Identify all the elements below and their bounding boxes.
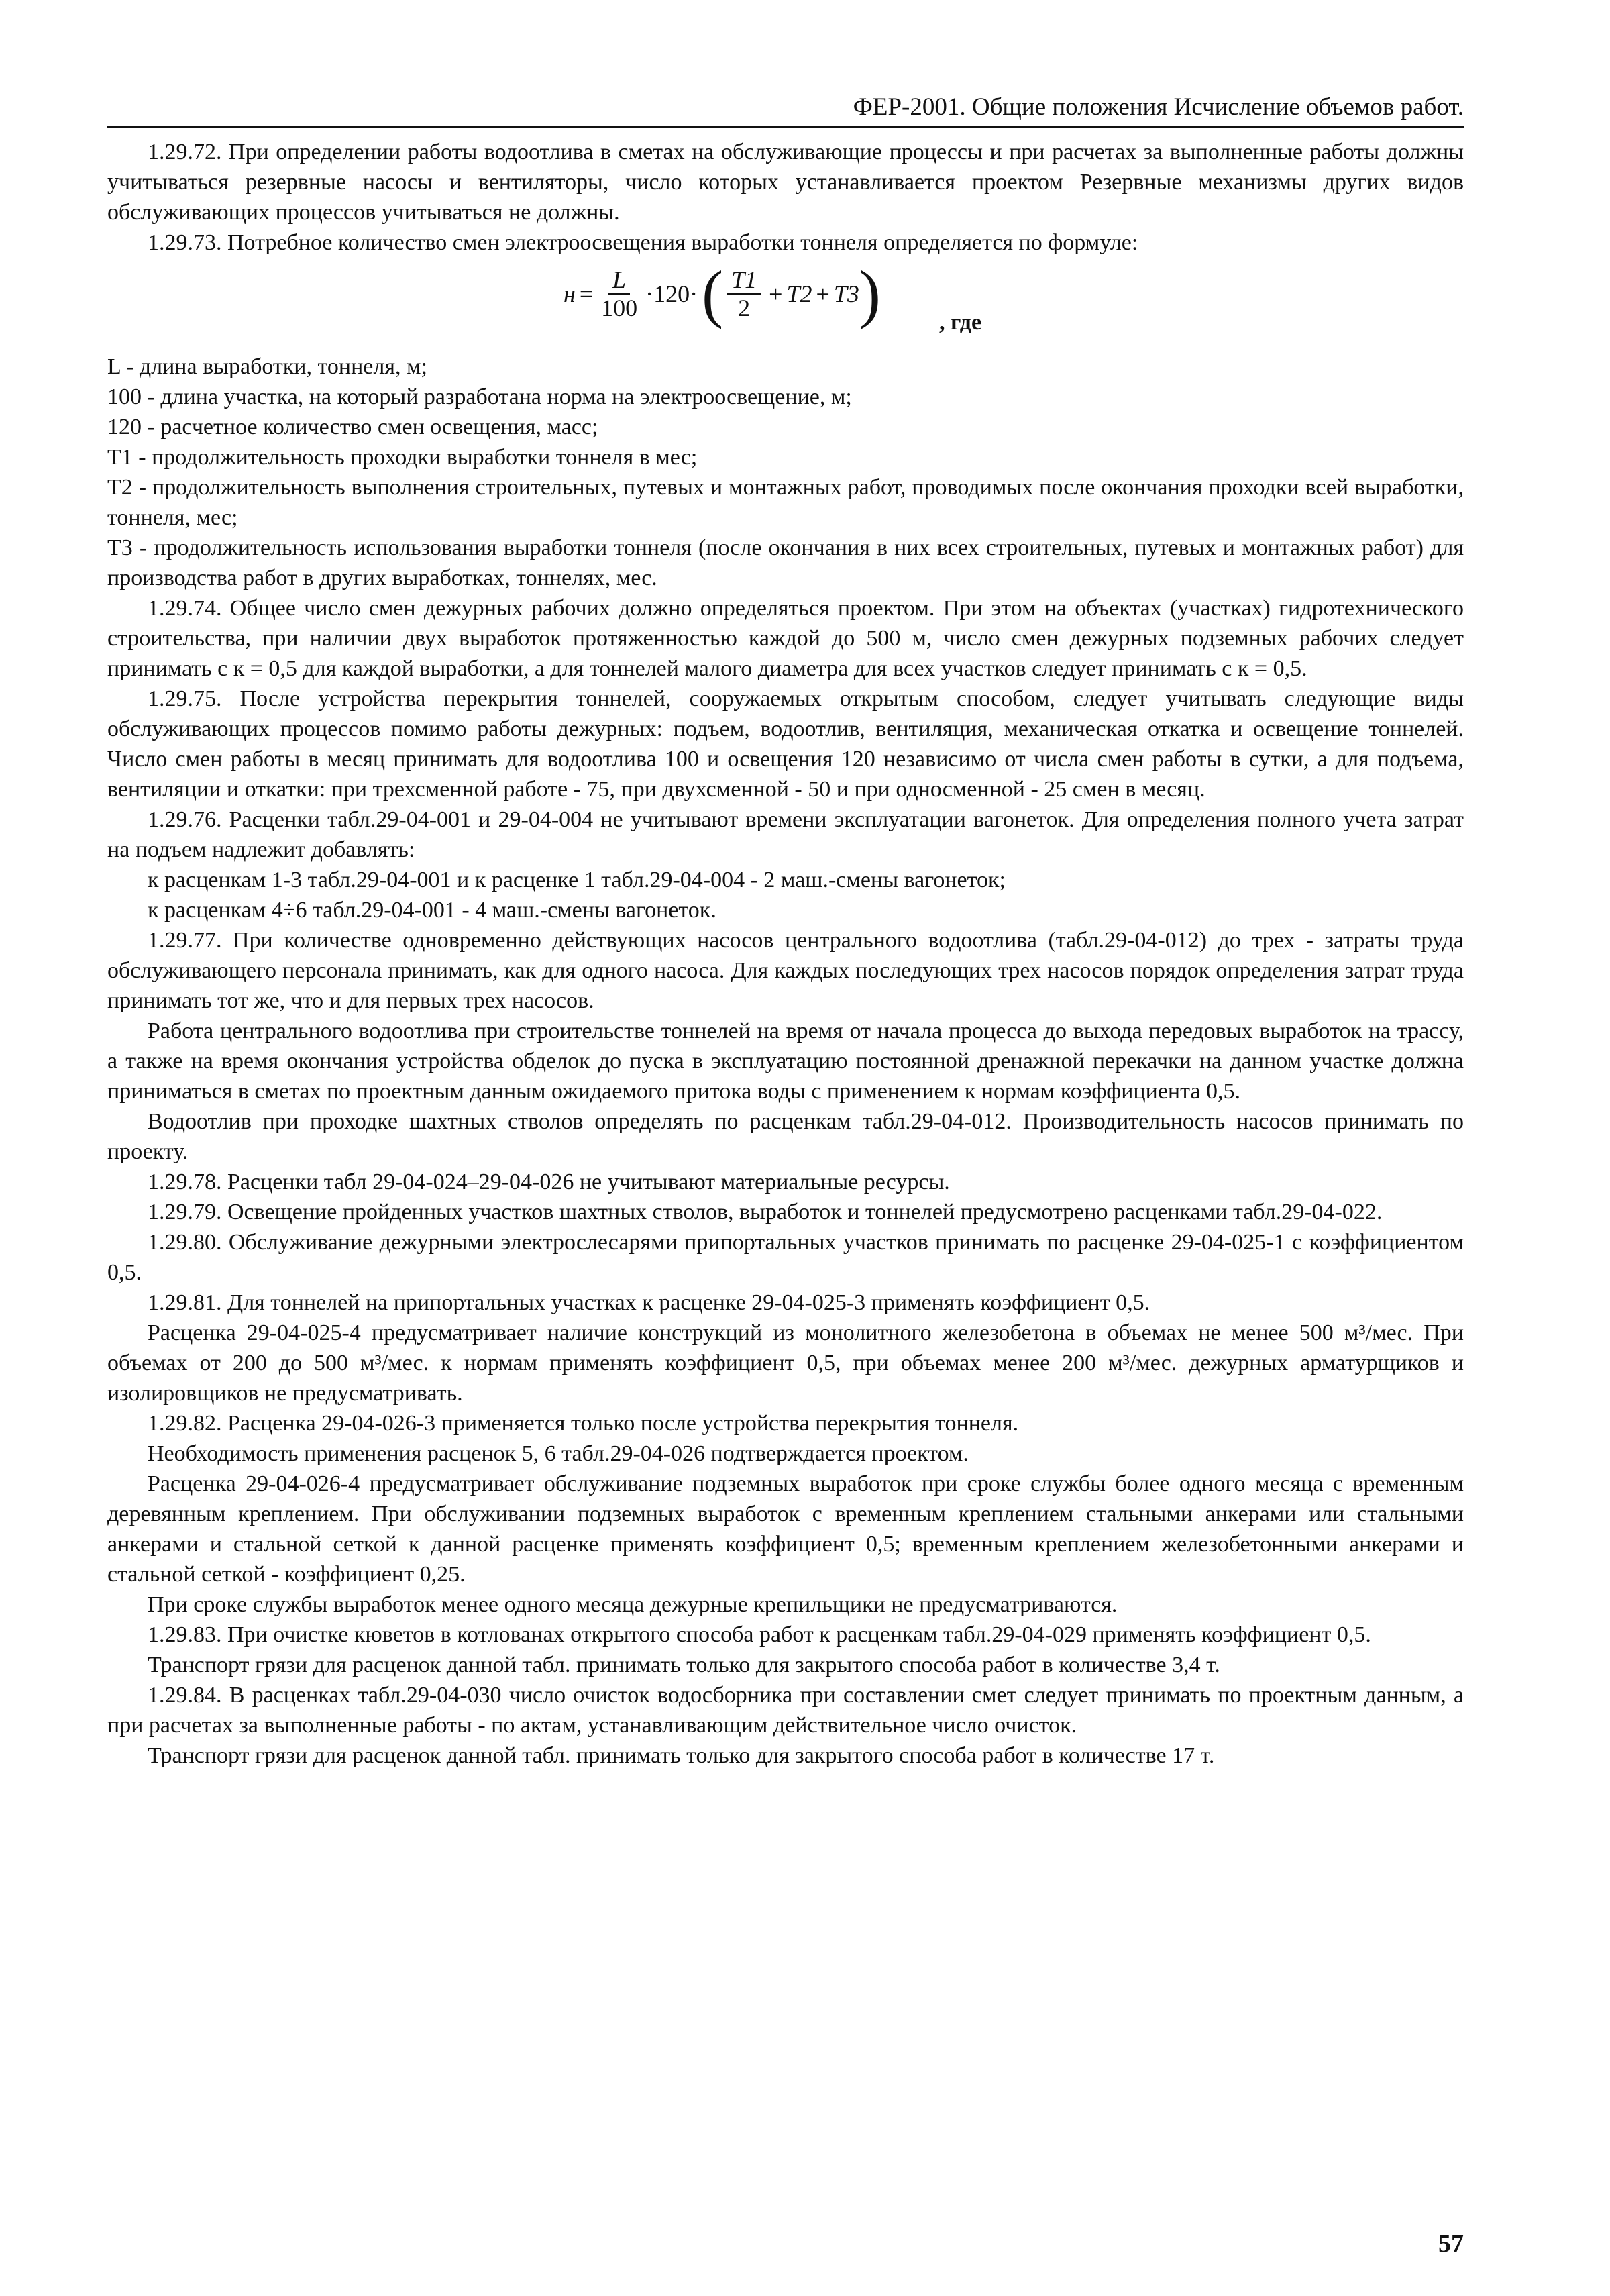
paragraph-1-29-79: 1.29.79. Освещение пройденных участков шахтных стволов, выработок и тоннелей предусмотрено расценками табл.29-04-022. (148, 1200, 1383, 1224)
paragraph: Расценка 29-04-025-4 предусматривает наличие конструкций из монолитного железобетона в объемах не менее 500 м³/мес. При объемах от 200 до 500 м³/мес. к нормам применять коэффициент 0,5, при объемах менее 200 м³/мес. дежурных арматурщиков и изолировщиков не предусматривать. (107, 1320, 1464, 1406)
paragraph-1-29-82: 1.29.82. Расценка 29-04-026-3 применяется только после устройства перекрытия тоннеля. (148, 1411, 1019, 1436)
paragraph: При сроке службы выработок менее одного месяца дежурные крепильщики не предусматриваются. (148, 1592, 1118, 1617)
paragraph-1-29-83: 1.29.83. При очистке кюветов в котлованах открытого способа работ к расценкам табл.29-04-029 применять коэффициент 0,5. (148, 1622, 1371, 1647)
formula-plus: + (816, 280, 830, 307)
fraction-numerator: L (608, 266, 630, 295)
definition-t1: T1 - продолжительность проходки выработки тоннеля в мес; (107, 445, 698, 470)
paragraph: Транспорт грязи для расценок данной табл. принимать только для закрытого способа работ в количестве 3,4 т. (148, 1653, 1220, 1677)
paragraph-1-29-77: 1.29.77. При количестве одновременно действующих насосов центрального водоотлива (табл.29-04-012) до трех - затраты труда обслуживающего персонала принимать, как для одного насоса. Для каждых последующих трех насосов порядок определения затрат труда принимать тот же, что и для первых трех насосов. (107, 928, 1464, 1013)
definition-l: L - длина выработки, тоннеля, м; (107, 354, 427, 379)
paragraph: Работа центрального водоотлива при строительстве тоннелей на время от начала процесса до выхода передовых выработок на трассу, а также на время окончания устройства обделок до пуска в эксплуатацию постоянной дренажной перекачки на данном участке должна приниматься в сметах по проектным данным ожидаемого притока воды с применением к нормам коэффициента 0,5. (107, 1019, 1464, 1104)
formula-multiplier: ·120· (645, 280, 698, 307)
formula-block (107, 258, 1464, 352)
formula-plus: + (769, 280, 783, 307)
definition-120: 120 - расчетное количество смен освещения, масс; (107, 415, 598, 439)
formula-lhs: н (564, 280, 576, 307)
left-paren-glyph: ( (702, 258, 724, 329)
paragraph-1-29-78: 1.29.78. Расценки табл 29-04-024–29-04-026 не учитывают материальные ресурсы. (148, 1169, 950, 1194)
definition-t2: T2 - продолжительность выполнения строительных, путевых и монтажных работ, проводимых после окончания проходки всей выработки, тоннеля, мес; (107, 475, 1464, 530)
formula-t3: T3 (833, 280, 859, 307)
fraction-numerator: T1 (727, 266, 761, 295)
paragraph: Водоотлив при проходке шахтных стволов определять по расценкам табл.29-04-012. Производительность насосов принимать по проекту. (107, 1109, 1464, 1164)
paragraph-1-29-74: 1.29.74. Общее число смен дежурных рабочих должно определяться проектом. При этом на объектах (участках) гидротехнического строительства, при наличии двух выработок протяженностью каждой до 500 м, число смен дежурных подземных рабочих следует принимать с к = 0,5 для каждой выработки, а для тоннелей малого диаметра для всех участков следует принимать с к = 0,5. (107, 596, 1464, 681)
paragraph: Транспорт грязи для расценок данной табл. принимать только для закрытого способа работ в количестве 17 т. (148, 1743, 1215, 1768)
definition-100: 100 - длина участка, на который разработана норма на электроосвещение, м; (107, 384, 852, 409)
paragraph-1-29-76: 1.29.76. Расценки табл.29-04-001 и 29-04-004 не учитывают времени эксплуатации вагонеток. Для определения полного учета затрат на подъем надлежит добавлять: (107, 807, 1464, 862)
right-paren-glyph: ) (859, 258, 881, 329)
formula-where: , где (939, 310, 982, 335)
formula-fraction-l (601, 266, 637, 321)
lighting-shifts-formula (564, 258, 881, 329)
paragraph-1-29-84: 1.29.84. В расценках табл.29-04-030 число очисток водосборника при составлении смет следует принимать по проектным данным, а при расчетах за выполненные работы - по актам, устанавливающим действительное число очисток. (107, 1683, 1464, 1738)
list-item: к расценкам 1-3 табл.29-04-001 и к расценке 1 табл.29-04-004 - 2 маш.-смены вагонеток; (148, 868, 1006, 892)
fraction-denominator: 100 (601, 295, 638, 321)
page-number: 57 (1438, 2230, 1464, 2258)
paragraph-1-29-81: 1.29.81. Для тоннелей на припортальных участках к расценке 29-04-025-3 применять коэффициент 0,5. (148, 1290, 1150, 1315)
paragraph: Расценка 29-04-026-4 предусматривает обслуживание подземных выработок при сроке службы более одного месяца с временным деревянным креплением. При обслуживании подземных выработок с временным креплением стальными анкерами или стальными анкерами и стальной сеткой к данной расценке применять коэффициент 0,5; временным креплением железобетонными анкерами и стальной сеткой - коэффициент 0,25. (107, 1471, 1464, 1587)
list-item: к расценкам 4÷6 табл.29-04-001 - 4 маш.-смены вагонеток. (148, 898, 716, 923)
formula-equals: = (579, 280, 594, 307)
paragraph: Необходимость применения расценок 5, 6 табл.29-04-026 подтверждается проектом. (148, 1441, 969, 1466)
paragraph-1-29-80: 1.29.80. Обслуживание дежурными электрослесарями припортальных участков принимать по расценке 29-04-025-1 с коэффициентом 0,5. (107, 1230, 1464, 1285)
running-header: ФЕР-2001. Общие положения Исчисление объемов работ. (107, 93, 1464, 128)
paragraph-1-29-75: 1.29.75. После устройства перекрытия тоннелей, сооружаемых открытым способом, следует учитывать следующие виды обслуживающих процессов помимо работы дежурных: подъем, водоотлив, вентиляция, механическая откатка и освещение тоннелей. Число смен работы в месяц принимать для водоотлива 100 и освещения 120 независимо от числа смен работы в сутки, а для подъема, вентиляции и откатки: при трехсменной работе - 75, при двухсменной - 50 и при односменной - 25 смен в месяц. (107, 686, 1464, 802)
formula-t2: T2 (786, 280, 812, 307)
formula-fraction-t1 (727, 266, 761, 321)
definition-t3: T3 - продолжительность использования выработки тоннеля (после окончания в них всех строительных, путевых и монтажных работ) для производства работ в других выработках, тоннелях, мес. (107, 535, 1464, 590)
paragraph-1-29-73: 1.29.73. Потребное количество смен электроосвещения выработки тоннеля определяется по формуле: (148, 230, 1138, 255)
document-body (107, 137, 1464, 1771)
fraction-denominator: 2 (738, 295, 751, 321)
paragraph-1-29-72: 1.29.72. При определении работы водоотлива в сметах на обслуживающие процессы и при расчетах за выполненные работы должны учитываться резервные насосы и вентиляторы, число которых устанавливается проектом Резервные механизмы других видов обслуживающих процессов учитываться не должны. (107, 140, 1464, 225)
